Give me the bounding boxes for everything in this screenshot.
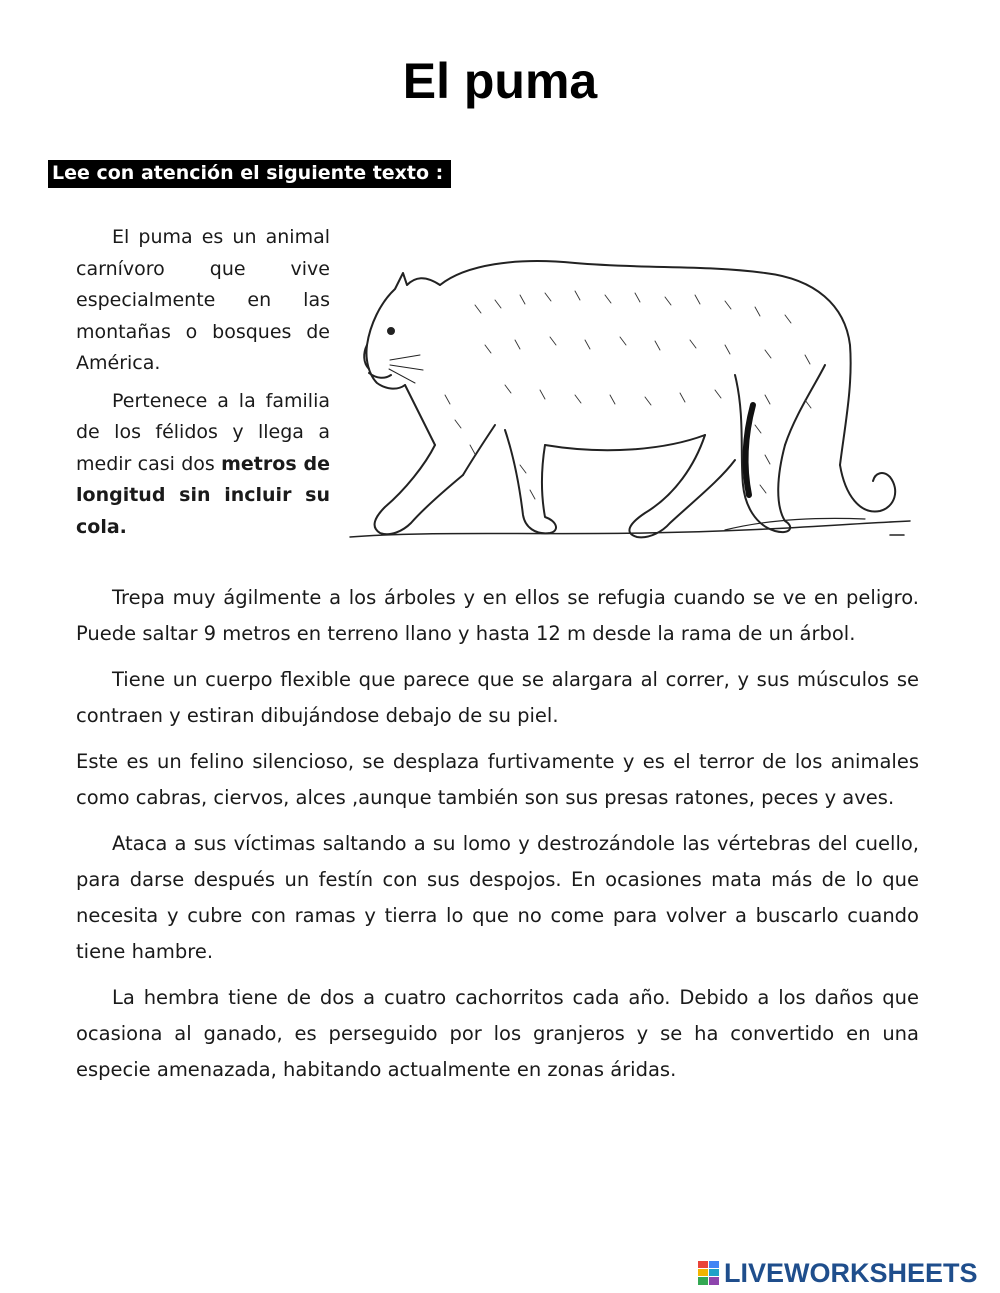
paragraph-5: La hembra tiene de dos a cuatro cachorritos cada año. Debido a los daños que ocasiona al ganado, es perseguido por los granjeros y se ha convertido en una especie amenazada, habitando actualmente en zonas áridas.: [76, 986, 919, 1081]
intro-paragraph-2: [76, 386, 330, 544]
intro-paragraph-2-bold: metros de longitud sin incluir su cola.: [76, 452, 330, 538]
paragraph-2: Tiene un cuerpo flexible que parece que se alargara al correr, y sus músculos se contraen y estiran dibujándose debajo de su piel.: [76, 668, 919, 727]
intro-paragraph-1: El puma es un animal carnívoro que vive especialmente en las montañas o bosques de América.: [76, 226, 330, 374]
instruction-banner: Lee con atención el siguiente texto :: [48, 160, 451, 188]
puma-illustration: [345, 245, 915, 555]
intro-text: [76, 222, 330, 549]
intro-paragraph-2-text: Pertenece a la familia de los félidos y llega a medir casi dos: [76, 389, 330, 475]
paragraph-4: Ataca a sus víctimas saltando a su lomo y destrozándole las vértebras del cuello, para darse después un festín con sus despojos. En ocasiones mata más de lo que necesita y cubre con ramas y tierra lo que no come para volver a buscarlo cuando tiene hambre.: [76, 832, 919, 963]
liveworksheets-logo-icon: [698, 1261, 720, 1285]
liveworksheets-logo-text: LIVEWORKSHEETS: [724, 1257, 978, 1288]
paragraph-3: Este es un felino silencioso, se desplaza furtivamente y es el terror de los animales como cabras, ciervos, alces ,aunque también son sus presas ratones, peces y aves.: [76, 750, 919, 809]
paragraph-1: Trepa muy ágilmente a los árboles y en ellos se refugia cuando se ve en peligro. Puede saltar 9 metros en terreno llano y hasta 12 m desde la rama de un árbol.: [76, 586, 919, 645]
main-text: [76, 580, 919, 1098]
liveworksheets-logo: [698, 1258, 978, 1288]
page-title: El puma: [402, 53, 598, 109]
